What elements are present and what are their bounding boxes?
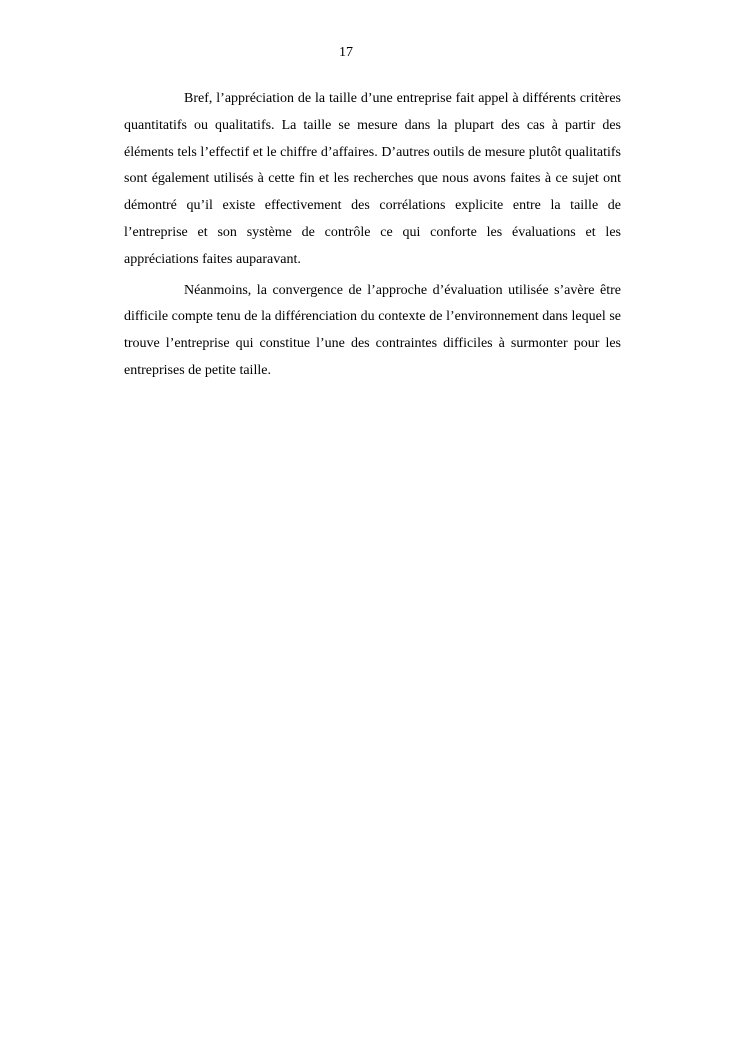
page-number: 17 [339,45,353,60]
body-text [124,86,621,385]
paragraph-1: Bref, l’appréciation de la taille d’une entreprise fait appel à différents critères quantitatifs ou qualitatifs. La taille se mesure dans la plupart des cas à partir des éléments tels l’effectif et le chiffre d’affaires. D’autres outils de mesure plutôt qualitatifs sont également utilisés à cette fin et les recherches que nous avons faites à ce sujet ont démontré qu’il existe effectivement des corrélations explicite entre la taille de l’entreprise et son système de contrôle ce qui conforte les évaluations et les appréciations faites auparavant. [124,91,621,267]
paragraph-2: Néanmoins, la convergence de l’approche d’évaluation utilisée s’avère être difficile compte tenu de la différenciation du contexte de l’environnement dans lequel se trouve l’entreprise qui constitue l’une des contraintes difficiles à surmonter pour les entreprises de petite taille. [124,282,621,378]
